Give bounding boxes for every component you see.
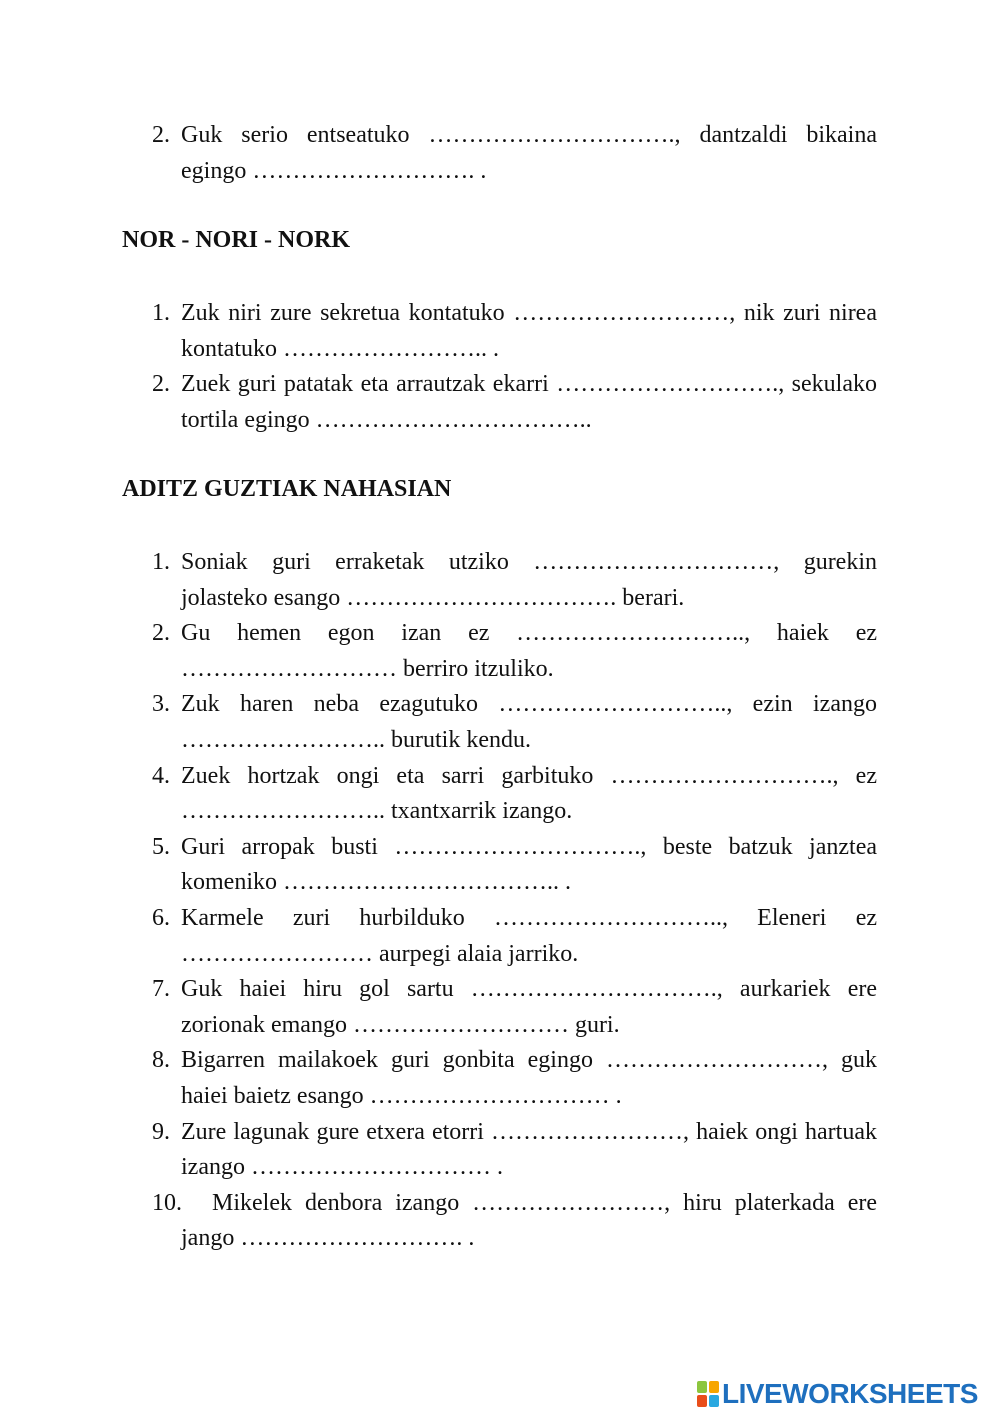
section-heading-nor-nori-nork: NOR - NORI - NORK	[122, 227, 350, 253]
item-text: Karmele zuri hurbilduko ……………………….., Eleneri ez …………………… aurpegi alaia jarriko.	[181, 904, 877, 967]
item-text: Zuek hortzak ongi eta sarri garbituko ………………………., ez …………………….. txantxarrik izango.	[181, 762, 877, 825]
item-number: 2.	[152, 371, 170, 398]
list-item	[152, 1186, 877, 1257]
item-text: Zuk haren neba ezagutuko ……………………….., ezin izango …………………….. burutik kendu.	[181, 691, 877, 753]
item-number: 7.	[152, 976, 170, 1003]
list-item	[152, 1043, 877, 1114]
item-text: Mikelek denbora izango ……………………, hiru platerkada ere jango ………………………. .	[181, 1189, 877, 1252]
list-item	[152, 687, 877, 758]
item-number: 2.	[152, 620, 170, 647]
top-exercise-list	[152, 118, 877, 189]
logo-mark-square	[709, 1395, 719, 1407]
list-item	[152, 118, 877, 189]
liveworksheets-logo-icon	[697, 1381, 719, 1407]
item-number: 9.	[152, 1118, 170, 1145]
section-heading-aditz-guztiak: ADITZ GUZTIAK NAHASIAN	[122, 476, 452, 502]
item-number: 8.	[152, 1047, 170, 1074]
liveworksheets-logo	[697, 1377, 978, 1411]
item-text: Guk haiei hiru gol sartu …………………………., aurkariek ere zorionak emango ……………………… guri.	[181, 976, 877, 1038]
item-number: 1.	[152, 549, 170, 575]
item-text: Guri arropak busti …………………………., beste batzuk janztea komeniko …………………………….. .	[181, 833, 877, 896]
item-number: 2.	[152, 122, 170, 148]
list-item	[152, 367, 877, 438]
logo-mark-square	[709, 1381, 719, 1393]
list-item	[152, 545, 877, 616]
list-item	[152, 972, 877, 1043]
item-text: Zure lagunak gure etxera etorri ……………………, haiek ongi hartuak izango ………………………… .	[181, 1118, 877, 1181]
list-item	[152, 759, 877, 830]
list-item	[152, 296, 877, 367]
item-number: 5.	[152, 833, 170, 860]
logo-mark-square	[697, 1381, 707, 1393]
aditz-guztiak-list	[152, 545, 877, 1257]
item-text: Gu hemen egon izan ez ……………………….., haiek ez ……………………… berriro itzuliko.	[181, 620, 877, 682]
item-text: Zuek guri patatak eta arrautzak ekarri ………………………., sekulako tortila egingo ……………………………..	[181, 371, 877, 433]
item-text: Guk serio entseatuko …………………………., dantzaldi bikaina egingo ………………………. .	[181, 122, 877, 184]
list-item	[152, 901, 877, 972]
item-text: Soniak guri erraketak utziko …………………………, gurekin jolasteko esango ……………………………. berari.	[181, 549, 877, 611]
item-number: 4.	[152, 762, 170, 789]
item-text: Bigarren mailakoek guri gonbita egingo ………………………, guk haiei baietz esango ………………………… .	[181, 1047, 877, 1109]
item-number: 10.	[152, 1189, 182, 1216]
list-item	[152, 1115, 877, 1186]
item-number: 3.	[152, 691, 170, 718]
item-number: 6.	[152, 904, 170, 931]
logo-mark-square	[697, 1395, 707, 1407]
logo-text: LIVEWORKSHEETS	[722, 1378, 978, 1409]
item-text: Zuk niri zure sekretua kontatuko ………………………, nik zuri nirea kontatuko …………………….. .	[181, 300, 877, 362]
item-number: 1.	[152, 300, 170, 326]
list-item	[152, 830, 877, 901]
nor-nori-nork-list	[152, 296, 877, 438]
list-item	[152, 616, 877, 687]
